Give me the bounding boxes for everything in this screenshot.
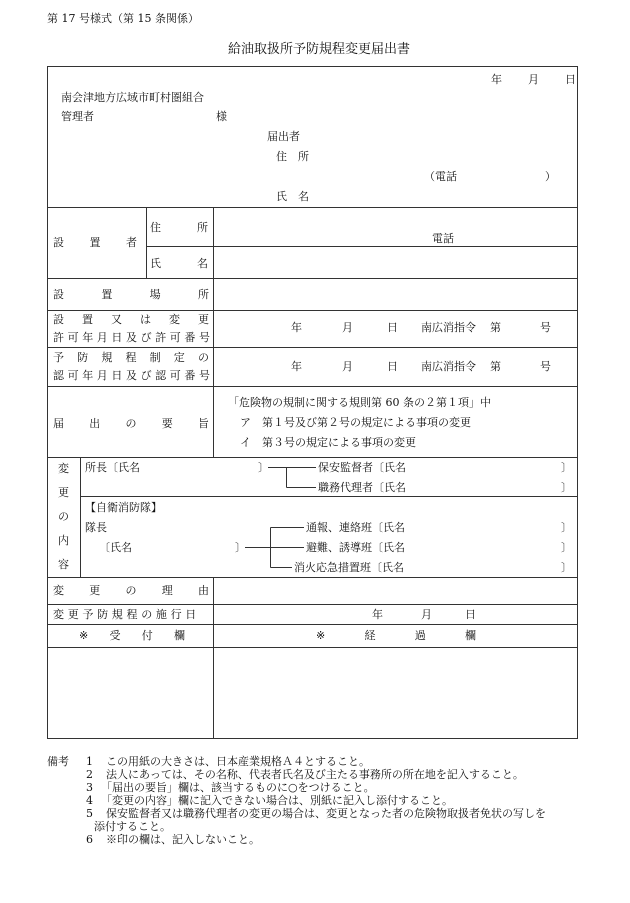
evacuation-team-close: 〕 <box>561 541 572 554</box>
reception-label: ※ 受 付 欄 <box>79 629 185 642</box>
day-label: 日 <box>565 73 576 86</box>
honorific: 様 <box>216 110 227 123</box>
firefighting-team-close: 〕 <box>561 561 572 574</box>
month-label: 月 <box>528 73 539 86</box>
approval-number-prefix: 第 <box>490 360 501 373</box>
applicant-name-label: 氏 名 <box>276 190 309 203</box>
form-title: 給油取扱所予防規程変更届出書 <box>228 42 411 57</box>
director-label: 所長〔氏名 <box>85 461 140 474</box>
summary-line1: 「危険物の規制に関する規則第 60 条の２第１項」中 <box>228 396 491 409</box>
note-3-num: 3 <box>86 781 93 794</box>
note-1-num: 1 <box>86 755 93 768</box>
effective-year: 年 <box>372 608 383 621</box>
changes-label-5: 容 <box>58 558 69 571</box>
director-close: 〕 <box>258 461 269 474</box>
note-2-num: 2 <box>86 768 93 781</box>
applicant-address-label: 住 所 <box>276 150 309 163</box>
manager-label: 管理者 <box>61 110 94 123</box>
note-5-continued: 添付すること。 <box>94 820 171 833</box>
effective-day: 日 <box>465 608 476 621</box>
evacuation-team-label: 避難、誘導班〔氏名 <box>306 541 405 554</box>
approval-authority: 南広消指令 <box>421 360 476 373</box>
permit-month: 月 <box>342 321 353 334</box>
permit-label-line2: 許可年月日及び許可番号 <box>53 331 214 344</box>
security-supervisor-close: 〕 <box>561 461 572 474</box>
note-5-text: 保安監督者又は職務代理者の変更の場合は、変更となった者の危険物取扱者免状の写しを <box>106 807 546 820</box>
progress-label: ※ 経 過 欄 <box>316 629 476 642</box>
applicant-phone: （電話 ） <box>424 170 556 183</box>
note-2-text: 法人にあっては、その名称、代表者氏名及び主たる事務所の所在地を記入すること。 <box>106 768 524 781</box>
permit-day: 日 <box>387 321 398 334</box>
permit-year: 年 <box>291 321 302 334</box>
note-6-num: 6 <box>86 833 93 846</box>
summary-option-a: ア 第１号及び第２号の規定による事項の変更 <box>240 416 471 429</box>
note-1-text: この用紙の大きさは、日本産業規格Ａ４とすること。 <box>106 755 370 768</box>
approval-label-line2: 認可年月日及び認可番号 <box>53 369 214 382</box>
summary-label: 届 出 の 要 旨 <box>53 417 209 430</box>
changes-label-1: 変 <box>58 462 69 475</box>
note-4-text: 「変更の内容」欄に記入できない場合は、別紙に記入し添付すること。 <box>101 794 453 807</box>
approval-year: 年 <box>291 360 302 373</box>
changes-label-4: 内 <box>58 534 69 547</box>
changes-label-3: の <box>58 510 69 523</box>
note-3-text: 「届出の要旨」欄は、該当するものに○をつけること。 <box>101 781 375 794</box>
note-4-num: 4 <box>86 794 93 807</box>
effective-month: 月 <box>421 608 432 621</box>
recipient: 南会津地方広域市町村圏組合 <box>61 91 204 104</box>
security-supervisor-label: 保安監督者〔氏名 <box>318 461 406 474</box>
change-reason-label: 変 更 の 理 由 <box>53 584 209 597</box>
self-defense-unit-label: 【自衛消防隊】 <box>85 501 162 514</box>
location-label: 設 置 場 所 <box>53 288 209 301</box>
permit-label-line1: 設 置 又 は 変 更 <box>53 313 209 326</box>
form-number: 第 17 号様式（第 15 条関係） <box>47 12 199 25</box>
installer-address-label: 住 所 <box>150 221 208 234</box>
captain-name-label: 〔氏名 <box>99 541 132 554</box>
note-5-num: 5 <box>86 807 93 820</box>
deputy-close: 〕 <box>561 481 572 494</box>
installer-name-label: 氏 名 <box>150 257 208 270</box>
approval-number-suffix: 号 <box>540 360 551 373</box>
permit-number-prefix: 第 <box>490 321 501 334</box>
captain-name-close: 〕 <box>235 541 246 554</box>
approval-day: 日 <box>387 360 398 373</box>
permit-number-suffix: 号 <box>540 321 551 334</box>
installer-label: 設 置 者 <box>53 236 137 249</box>
liaison-team-label: 通報、連絡班〔氏名 <box>306 521 405 534</box>
approval-month: 月 <box>342 360 353 373</box>
year-label: 年 <box>491 73 502 86</box>
effective-date-label: 変更予防規程の施行日 <box>53 608 200 621</box>
changes-label-2: 更 <box>58 486 69 499</box>
installer-phone-label: 電話 <box>432 232 454 245</box>
notes-label: 備考 <box>47 755 69 768</box>
liaison-team-close: 〕 <box>561 521 572 534</box>
note-6-text: ※印の欄は、記入しないこと。 <box>106 833 260 846</box>
approval-label-line1: 予 防 規 程 制 定 の <box>53 351 209 364</box>
summary-option-b: イ 第３号の規定による事項の変更 <box>240 436 416 449</box>
deputy-label: 職務代理者〔氏名 <box>318 481 406 494</box>
applicant-label: 届出者 <box>267 130 300 143</box>
captain-label: 隊長 <box>85 521 107 534</box>
firefighting-team-label: 消火応急措置班〔氏名 <box>294 561 404 574</box>
permit-authority: 南広消指令 <box>421 321 476 334</box>
